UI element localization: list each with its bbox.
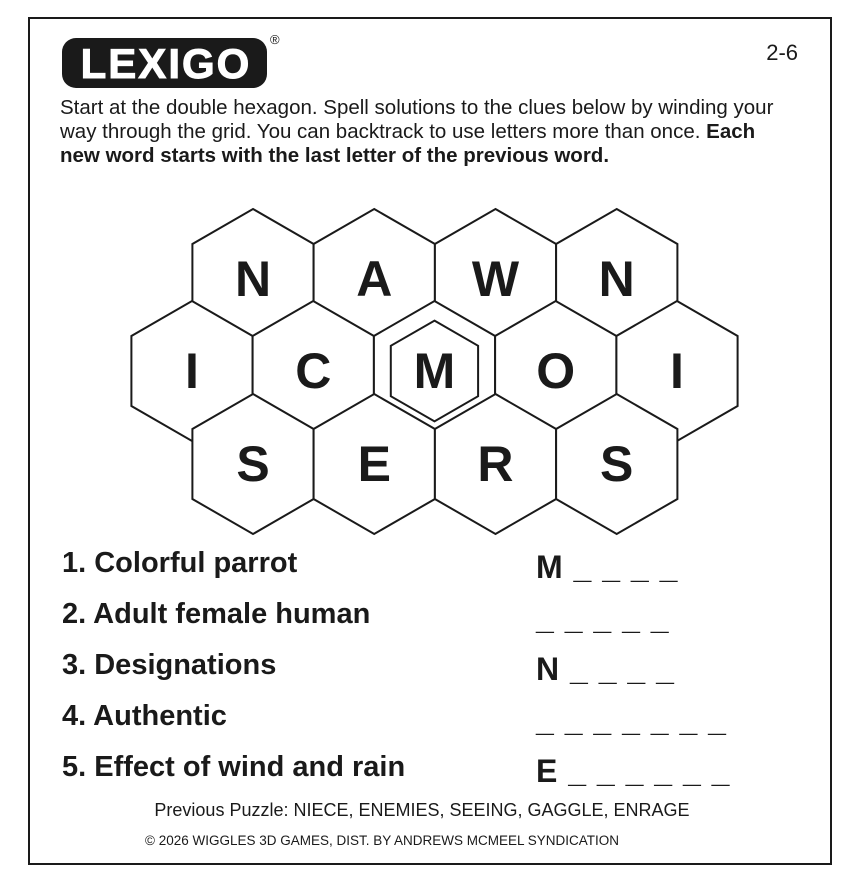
hex-letter: M: [413, 343, 456, 399]
hex-letter: W: [471, 251, 520, 307]
answer-blanks: M _ _ _ _: [536, 549, 679, 585]
clue-text: 2. Adult female human: [62, 598, 371, 630]
instructions-bold: Each new word starts with the last letter of the previous word.: [60, 120, 756, 167]
clue-text: 1. Colorful parrot: [62, 547, 298, 579]
clue-row: [62, 747, 782, 798]
answer-blanks: _ _ _ _ _ _ _: [536, 702, 727, 738]
hex-letter: E: [357, 436, 391, 492]
answer-blanks: _ _ _ _ _: [536, 600, 670, 636]
hex-letter: N: [234, 251, 272, 307]
hex-letter: N: [598, 251, 635, 307]
clue-text: 3. Designations: [62, 649, 277, 681]
clue-row: [62, 645, 782, 696]
instructions-text: Start at the double hexagon. Spell solutions to the clues below by winding your way through the grid. You can backtrack to use letters more than once.: [60, 96, 774, 143]
registered-mark: ®: [270, 32, 280, 47]
hex-letter: S: [600, 436, 634, 492]
hex-letter: A: [356, 251, 393, 307]
answer-blanks: E _ _ _ _ _ _: [536, 753, 731, 789]
clue-text: 5. Effect of wind and rain: [62, 751, 406, 783]
answer-blanks: N _ _ _ _: [536, 651, 675, 687]
copyright: © 2026 WIGGLES 3D GAMES, DIST. BY ANDREWS MCMEEL SYNDICATION: [145, 833, 620, 848]
hex-letter: I: [670, 343, 684, 399]
clue-text: 4. Authentic: [62, 700, 227, 732]
puzzle-id: 2-6: [766, 40, 798, 65]
hex-letter: I: [185, 343, 199, 399]
hex-letter: S: [236, 436, 270, 492]
hex-letter: R: [477, 436, 514, 492]
previous-puzzle-answers: Previous Puzzle: NIECE, ENEMIES, SEEING, GAGGLE, ENRAGE: [154, 800, 690, 820]
clue-list: [62, 543, 782, 798]
hex-letter: O: [536, 343, 576, 399]
logo-text: LEXIGO: [80, 40, 252, 87]
hex-letter: C: [295, 343, 332, 399]
clue-row: [62, 594, 782, 645]
clue-row: [62, 543, 782, 594]
clue-row: [62, 696, 782, 747]
